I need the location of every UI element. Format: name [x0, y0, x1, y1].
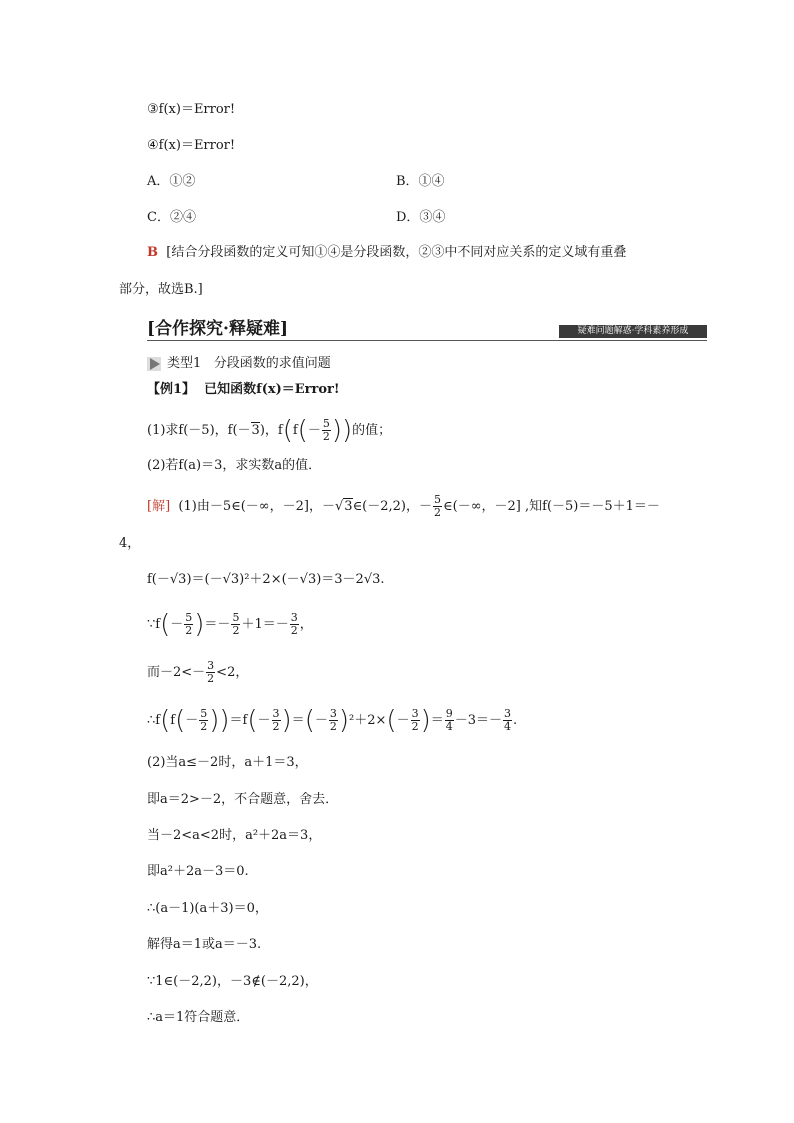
option-item-3: ③f(x)＝Error!: [147, 102, 236, 117]
solution-line-2: f(－√3)＝(－√3)²＋2×(－√3)＝3－2√3.: [147, 572, 385, 587]
solution-line-4: 而－2<－ $\frac{3}{2}$ <2，: [147, 659, 249, 685]
solution-line-1-cont: 4，: [119, 536, 141, 551]
section-title: [合作探究·释疑难]: [147, 319, 289, 339]
solution-line-3: ∵f(－ $\frac{5}{2}$ )＝－ $\frac{5}{2}$ ＋1＝－ $\frac{3}{2}$ ，: [147, 609, 313, 640]
example-heading: [147, 380, 340, 400]
solution-line-7: 即a＝2>－2，不合题意，舍去．: [147, 792, 339, 807]
section-tag: 疑难问题解惑·学科素养形成: [559, 325, 707, 338]
answer-letter: B: [147, 245, 158, 260]
example-label: 【例1】: [147, 382, 196, 397]
answer-line-2: 部分，故选B.]: [119, 282, 203, 297]
choice-b: B．①④: [396, 174, 445, 189]
option-item-4: ④f(x)＝Error!: [147, 138, 236, 153]
solution-line-6: (2)当a≤－2时，a＋1＝3，: [147, 755, 308, 770]
solution-label: [解]: [147, 499, 171, 514]
choice-a: A．①②: [147, 174, 196, 189]
type-heading: [147, 354, 331, 374]
type-title: 分段函数的求值问题: [213, 356, 331, 371]
choice-d: D．③④: [396, 210, 446, 225]
example-statement: 已知函数f(x)＝Error!: [204, 382, 340, 397]
section-header: [147, 314, 707, 341]
type-label: 类型1: [167, 356, 202, 371]
question-2: (2)若f(a)＝3，求实数a的值．: [147, 458, 322, 473]
solution-line-9: 即a²＋2a－3＝0.: [147, 864, 249, 879]
question-1: (1)求f(－5)，f(－3)，f(f(－ $\frac{5}{2}$ ))的值；: [147, 415, 392, 446]
solution-line-11: 解得a＝1或a＝－3.: [147, 937, 262, 952]
answer-explanation: [结合分段函数的定义可知①④是分段函数，②③中不同对应关系的定义域有重叠: [166, 245, 627, 260]
fraction: $\frac{5}{2}$: [322, 417, 330, 443]
fraction: $\frac{5}{2}$: [434, 493, 442, 519]
answer-line-1: [147, 243, 626, 263]
solution-line-5: ∴f(f(－ $\frac{5}{2}$ ))＝f(－ $\frac{3}{2}$ )＝(－ $\frac{3}{2}$ )²＋2×(－ $\frac{3}{2}$ )＝ $\frac{9}{4}$ －3＝－ $\frac{3}{4}$ .: [147, 705, 518, 736]
solution-line-12: ∵1∈(－2,2)，－3∉(－2,2)，: [147, 974, 318, 989]
choice-c: C．②④: [147, 210, 196, 225]
play-arrow-icon: [147, 357, 161, 371]
solution-line-1: [解] (1)由－5∈(－∞，－2]，－√3∈(－2,2)，－ $\frac{5}{2}$ ∈(－∞，－2] ,知f(－5)＝－5＋1＝－: [147, 493, 660, 519]
solution-line-8: 当－2<a<2时，a²＋2a＝3，: [147, 828, 322, 843]
solution-line-13: ∴a＝1符合题意．: [147, 1010, 250, 1025]
solution-line-10: ∴(a－1)(a＋3)＝0，: [147, 901, 268, 916]
